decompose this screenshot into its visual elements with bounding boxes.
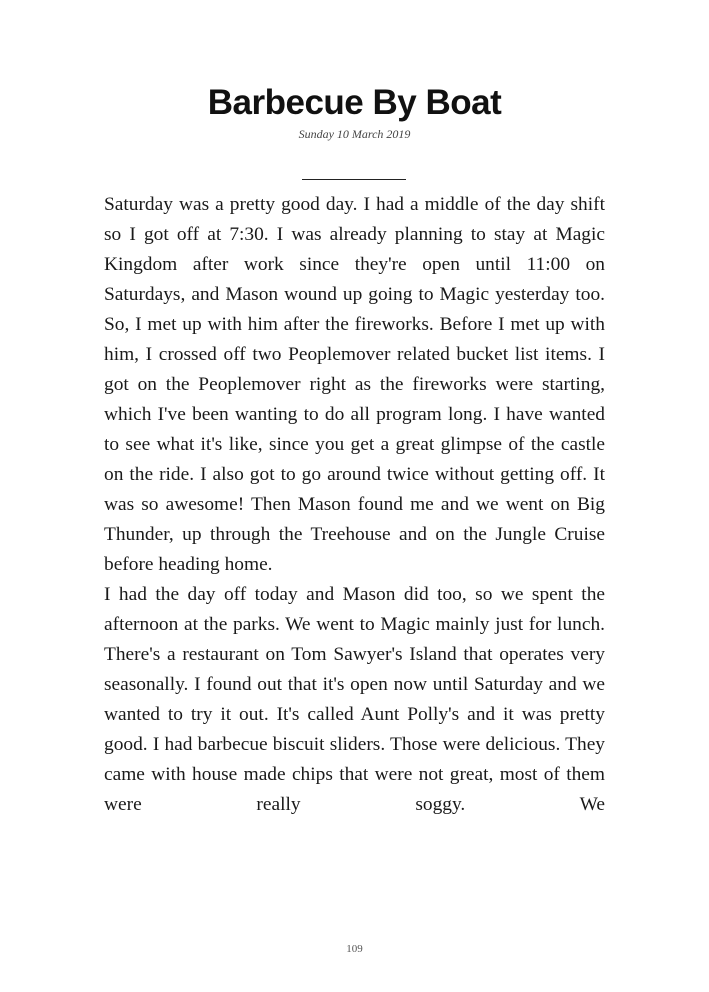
title-divider [302, 179, 406, 180]
paragraph: I had the day off today and Mason did too, so we spent the afternoon at the parks. We went to Magic mainly just for lunch. There's a restaurant on Tom Sawyer's Island that operates very seasonally. I found out that it's open now until Saturday and we wanted to try it out. It's called Aunt Polly's and it was pretty good. I had barbecue biscuit sliders. Those were delicious. They came with house made chips that were not great, most of them were really soggy. We [104, 584, 605, 815]
paragraph: Saturday was a pretty good day. I had a middle of the day shift so I got off at 7:30. I was already planning to stay at Magic Kingdom after work since they're open until 11:00 on Saturdays, and Mason wound up going to Magic yesterday too. So, I met up with him after the fireworks. Before I met up with him, I crossed off two Peoplemover related bucket list items. I got on the Peoplemover right as the fireworks were starting, which I've been wanting to do all program long. I have wanted to see what it's like, since you get a great glimpse of the castle on the ride. I also got to go around twice without getting off. It was so awesome! Then Mason found me and we went on Big Thunder, up through the Treehouse and on the Jungle Cruise before heading home. [104, 194, 605, 575]
entry-date: Sunday 10 March 2019 [298, 127, 411, 141]
page-title: Barbecue By Boat [207, 83, 502, 122]
page-number: 109 [346, 943, 363, 955]
body-text [104, 190, 605, 820]
